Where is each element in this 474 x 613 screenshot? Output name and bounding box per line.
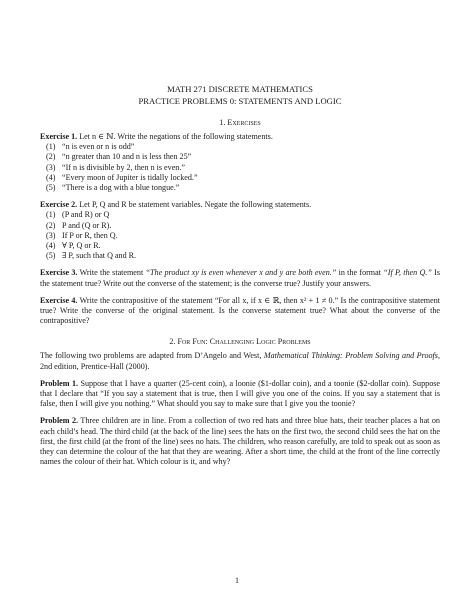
exercise-4-label: Exercise 4. <box>40 295 78 305</box>
exercise-1-list <box>40 142 440 193</box>
document-page <box>40 84 440 467</box>
exercise-4: Exercise 4. Write the contrapositive of the statement “For all x, if x ∈ ℝ, then x² + 1 ≠ 0.” Is the contrapositive statement true? Write the converse of the original statement. Is the converse statement true? What about the converse of the contrapositive? <box>40 295 440 326</box>
list-item: (5) ∃ P, such that Q and R. <box>46 251 137 261</box>
exercise-3: Exercise 3. Write the statement “The product xy is even whenever x and y are both even.” in the format “If P, then Q.” Is the statement true? Write out the converse of the statement; is the converse true? Justify your answers. <box>40 268 441 288</box>
section-2-heading: 2. For Fun: Challenging Logic Problems <box>169 337 311 347</box>
problem-1-label: Problem 1. <box>40 378 79 388</box>
page-number: 1 <box>235 576 239 585</box>
problem-2: Problem 2. Three children are in line. From a collection of two red hats and three blue hats, their teacher places a hat on each child’s head. The third child (at the back of the line) sees the hats on the first two, the second child sees the hat on the first, the first child (at the front of the line) sees no hats. The children, who reason carefully, are told to speak out as soon as they can determine the colour of the hat that they are wearing. After a short time, the child at the front of the line correctly names the colour of their hat. Which colour is it, and why? <box>40 416 440 467</box>
section-2-intro: The following two problems are adapted from D’Angelo and West, Mathematical Thinking: Problem Solving and Proofs, 2nd edition, Prentice-Hall (2000). <box>40 351 440 371</box>
list-item: (2) P and (Q or R). <box>46 220 112 230</box>
exercise-2-label: Exercise 2. <box>40 200 78 210</box>
problem-1: Problem 1. Suppose that I have a quarter (25-cent coin), a loonie ($1-dollar coin), and a toonie ($2-dollar coin). Suppose that I declare that “If you say a statement that is true, then I will give you one of the coins. If you say a statement that is false, then I will give you nothing.” What should you say to make sure that I give you the toonie? <box>40 378 440 409</box>
list-item: (3) If P or R, then Q. <box>46 230 118 240</box>
title-line-1: MATH 271 DISCRETE MATHEMATICS <box>167 84 313 94</box>
section-1-heading: 1. Exercises <box>219 118 261 127</box>
list-item: (2) “n greater than 10 and n is less then 25” <box>46 152 192 162</box>
title-line-2: PRACTICE PROBLEMS 0: STATEMENTS AND LOGIC <box>138 95 342 106</box>
list-item: (4) ∀ P, Q or R. <box>46 241 101 251</box>
list-item: (1) “n is even or n is odd” <box>46 142 135 152</box>
problem-2-label: Problem 2. <box>40 416 79 426</box>
list-item: (4) “Every moon of Jupiter is tidally locked.” <box>46 172 198 182</box>
list-item: (5) “There is a dog with a blue tongue.” <box>46 183 180 193</box>
list-item: (3) “If n is divisible by 2, then n is even.” <box>46 162 185 172</box>
list-item: (1) (P and R) or Q <box>46 210 110 220</box>
exercise-3-label: Exercise 3. <box>40 268 78 278</box>
exercise-2-intro: Exercise 2. Let P, Q and R be statement variables. Negate the following statements. <box>40 200 312 210</box>
exercise-1-intro: Exercise 1. Let n ∈ ℕ. Write the negations of the following statements. <box>40 132 273 141</box>
exercise-2-list <box>40 210 440 261</box>
exercise-1-label: Exercise 1. <box>40 132 78 141</box>
